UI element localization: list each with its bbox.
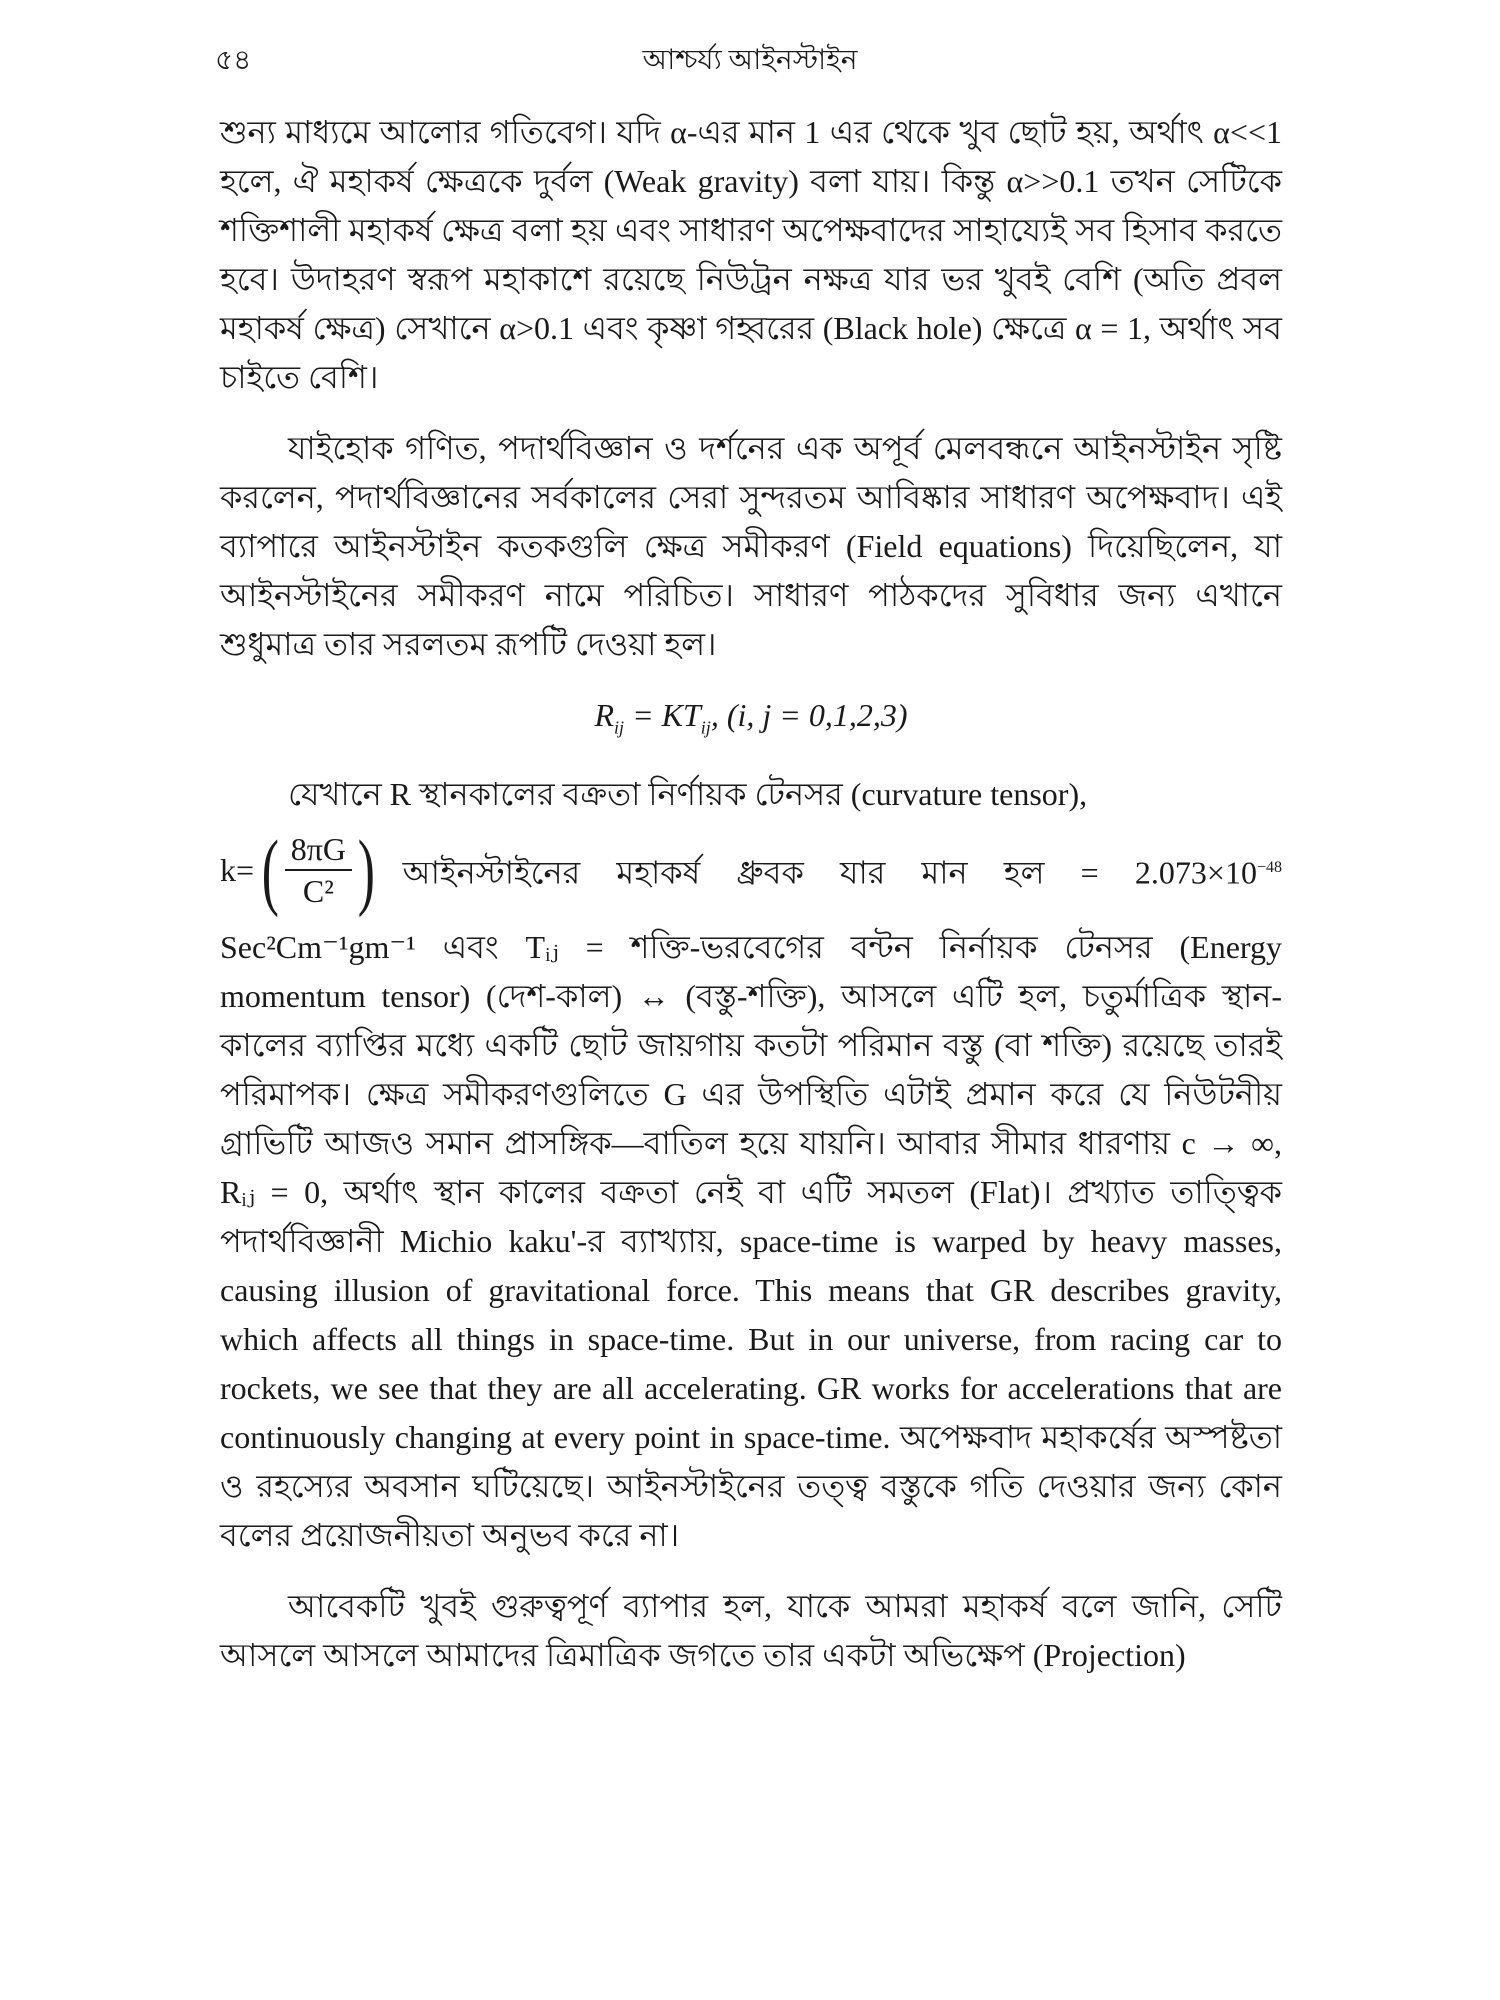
right-paren-glyph: ) [357,822,375,919]
k-fraction [256,822,381,919]
page-header [215,38,1285,78]
k-exponent: −48 [1256,859,1282,877]
running-title: আশ্চর্য্য আইনস্টাইন [642,45,858,76]
page-body [220,108,1282,1680]
paragraph-field-equations: যাইহোক গণিত, পদার্থবিজ্ঞান ও দর্শনের এক অপূর্ব মেলবন্ধনে আইনস্টাইন সৃষ্টি করলেন, পদার্থবিজ্ঞানের সর্বকালের সেরা সুন্দরতম আবিষ্কার সাধারণ অপেক্ষবাদ। এই ব্যাপারে আইনস্টাইন কতকগুলি ক্ষেত্র সমীকরণ (Field equations) দিয়েছিলেন, যা আইনস্টাইনের সমীকরণ নামে পরিচিত। সাধারণ পাঠকদের সুবিধার জন্য এখানে শুধুমাত্র তার সরলতম রূপটি দেওয়া হল। [220,430,1282,662]
paragraph-alpha-gravity: শুন্য মাধ্যমে আলোর গতিবেগ। যদি α-এর মান 1 এর থেকে খুব ছোট হয়, অর্থাৎ α<<1 হলে, ঐ মহাকর্ষ ক্ষেত্রকে দুর্বল (Weak gravity) বলা যায়। কিন্তু α>>0.1 তখন সেটিকে শক্তিশালী মহাকর্ষ ক্ষেত্র বলা হয় এবং সাধারণ অপেক্ষবাদের সাহায্যেই সব হিসাব করতে হবে। উদাহরণ স্বরূপ মহাকাশে রয়েছে নিউট্রন নক্ষত্র যার ভর খুবই বেশি (অতি প্রবল মহাকর্ষ ক্ষেত্র) সেখানে α>0.1 এবং কৃষ্ণা গহ্বরের (Black hole) ক্ষেত্রে α = 1, অর্থাৎ সব চাইতে বেশি। [220,114,1282,395]
equation-rhs: = KT [624,697,701,733]
k-label: k= [220,851,255,888]
left-paren-glyph: ( [261,822,279,919]
k-denominator: C² [302,873,334,910]
gravitational-constant-line [220,821,1282,919]
equation-indices: , (i, j = 0,1,2,3) [710,697,908,733]
k-description [403,843,1282,898]
equation-lhs-subscript: ij [614,717,625,738]
page-number: ৫৪ [215,45,252,76]
einstein-field-equation [220,691,1282,752]
equation-rhs-subscript: ij [700,717,711,738]
paragraph-energy-momentum: Sec²Cm⁻¹gm⁻¹ এবং Tᵢⱼ = শক্তি-ভরবেগের বন্টন নির্নায়ক টেনসর (Energy momentum tensor) (দেশ-কাল) ↔ (বস্তু-শক্তি), আসলে এটি হল, চতুর্মাত্রিক স্থান-কালের ব্যাপ্তির মধ্যে একটি ছোট জায়গায় কতটা পরিমান বস্তু (বা শক্তি) রয়েছে তারই পরিমাপক। ক্ষেত্র সমীকরণগুলিতে G এর উপস্থিতি এটাই প্রমান করে যে নিউটনীয় গ্রাভিটি আজও সমান প্রাসঙ্গিক—বাতিল হয়ে যায়নি। আবার সীমার ধারণায় c → ∞, Rᵢⱼ = 0, অর্থাৎ স্থান কালের বক্রতা নেই বা এটি সমতল (Flat)। প্রখ্যাত তাত্ত্বিক পদার্থবিজ্ঞানী Michio kaku'-র ব্যাখ্যায়, space-time is warped by heavy masses, causing illusion of gravitational force. This means that GR describes gravity, which affects all things in space-time. But in our universe, from racing car to rockets, we see that they are all accelerating. GR works for accelerations that are continuously changing at every point in space-time. অপেক্ষবাদ মহাকর্ষের অস্পষ্টতা ও রহস্যের অবসান ঘটিয়েছে। আইনস্টাইনের তত্ত্ব বস্তুকে গতি দেওয়ার জন্য কোন বলের প্রয়োজনীয়তা অনুভব করে না। [220,929,1282,1554]
paragraph-curvature-intro: যেখানে R স্থানকালের বক্রতা নির্ণায়ক টেনসর (curvature tensor), [288,776,1088,813]
equation-lhs-symbol: R [594,697,615,733]
k-description-text: আইনস্টাইনের মহাকর্ষ ধ্রুবক যার মান হল = 2.073×10 [402,854,1257,891]
paragraph-projection: আবেকটি খুবই গুরুত্বপূর্ণ ব্যাপার হল, যাকে আমরা মহাকর্ষ বলে জানি, সেটি আসলে আসলে আমাদের ত্রিমাত্রিক জগতে তার একটা অভিক্ষেপ (Projection) [220,1588,1282,1674]
k-numerator: 8πG [285,829,352,871]
